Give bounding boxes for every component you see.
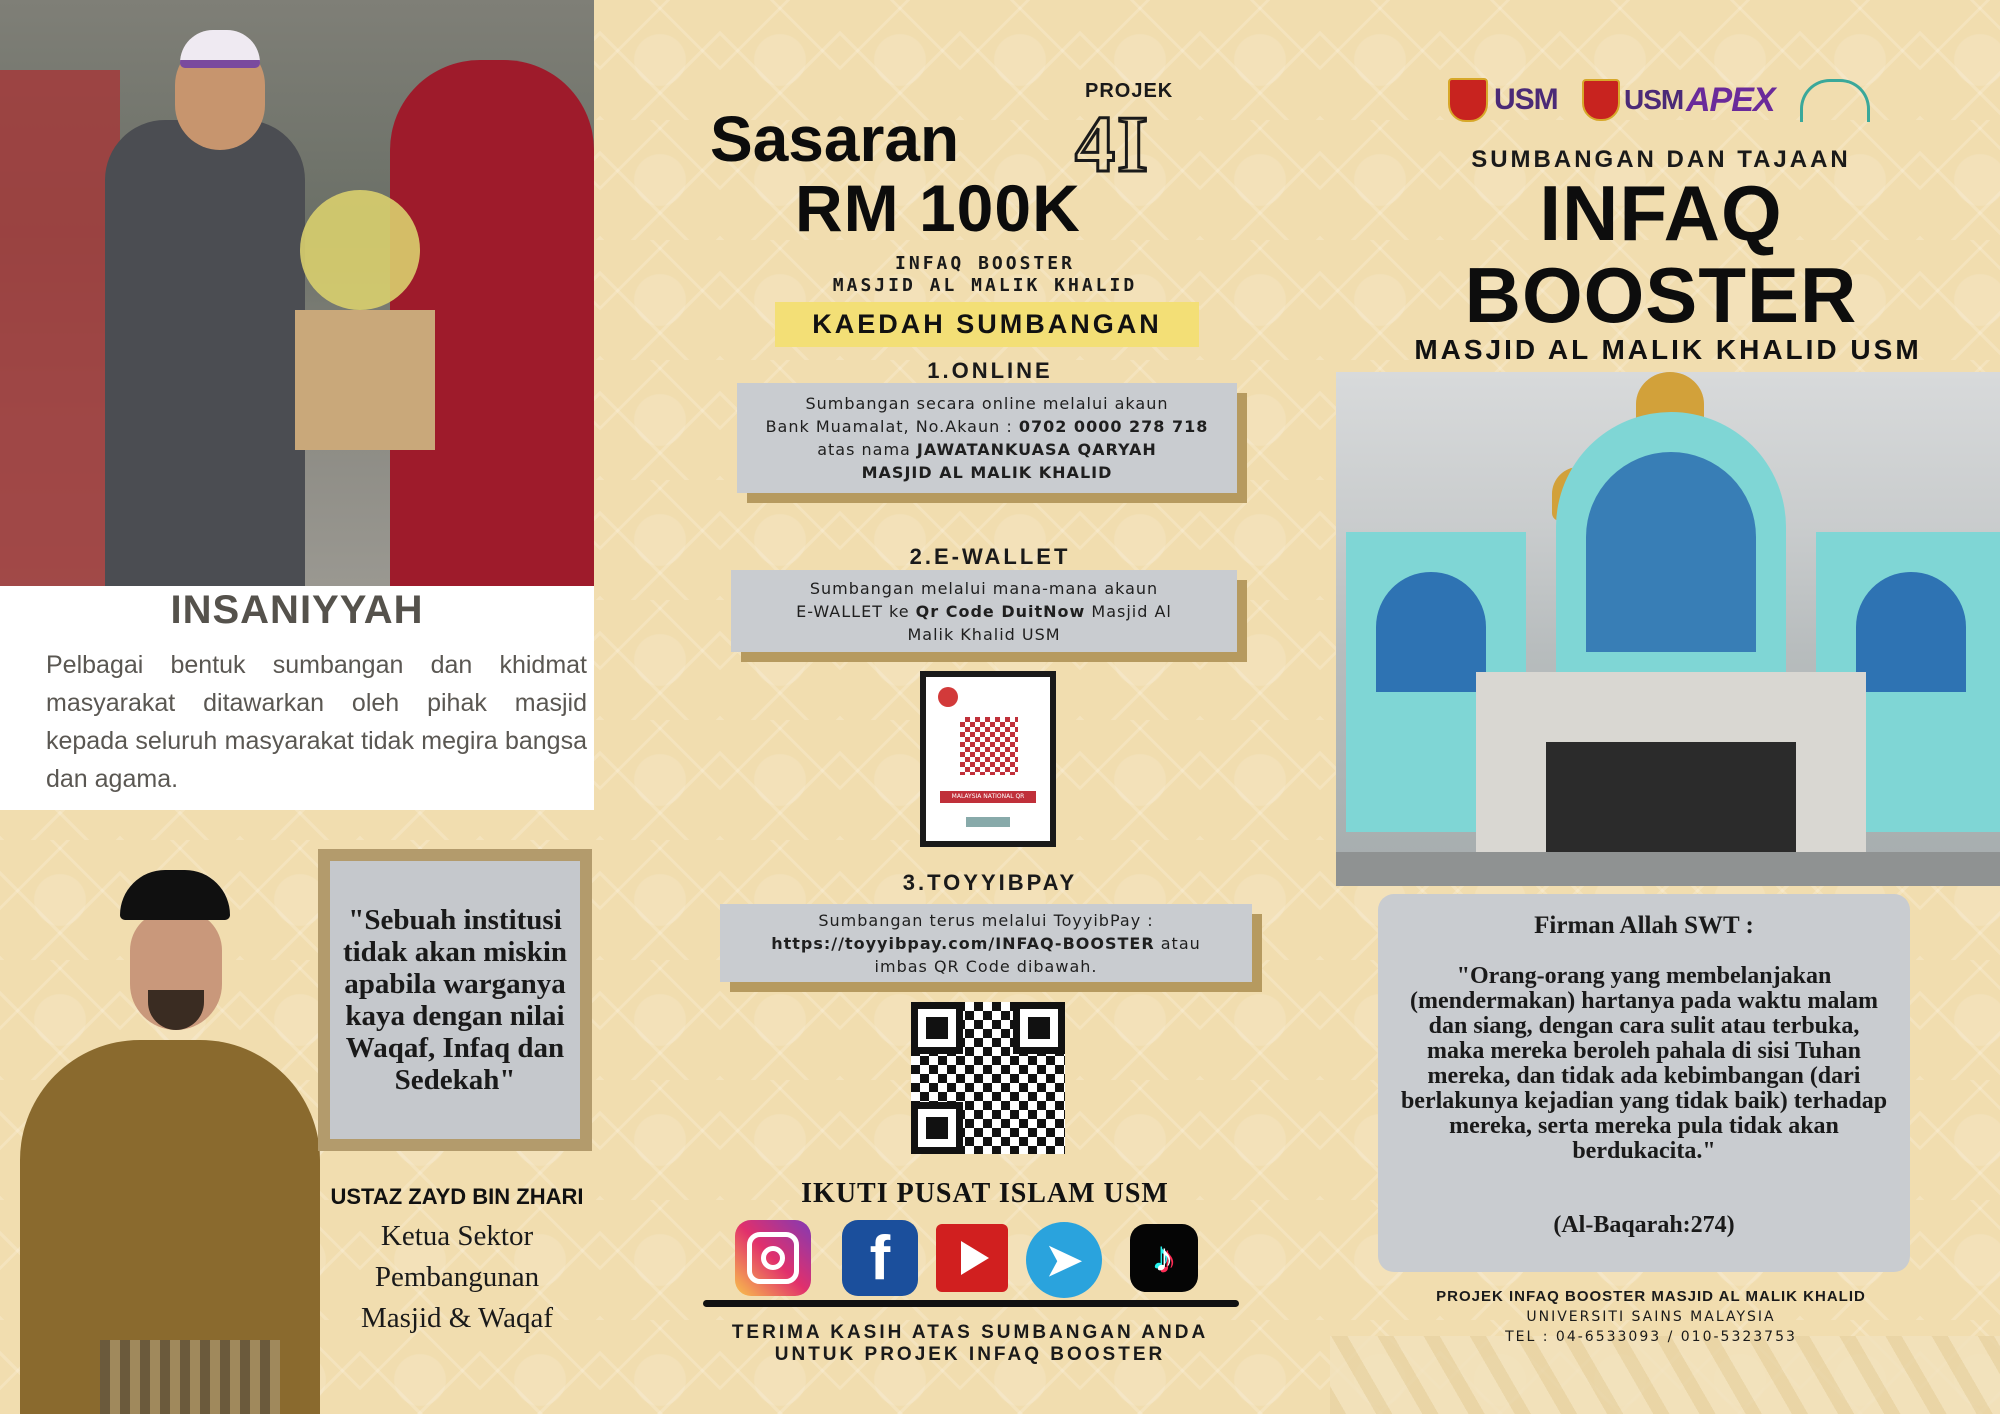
instagram-icon[interactable] xyxy=(735,1220,811,1296)
online-card: Sumbangan secara online melalui akaun Bank Muamalat, No.Akaun : 0702 0000 278 718 atas nama JAWATANKUASA QARYAH MASJID AL MALIK KHALID xyxy=(737,383,1237,493)
apex-logo: APEX xyxy=(1686,80,1775,119)
quote-text: "Sebuah institusi tidak akan miskin apabila warganya kaya dengan nilai Waqaf, Infaq dan Sedekah" xyxy=(342,904,568,1096)
footer-contact xyxy=(1336,1288,1966,1345)
toyyibpay-card: Sumbangan terus melalui ToyyibPay : https://toyyibpay.com/INFAQ-BOOSTER atau imbas QR Code dibawah. xyxy=(720,904,1252,982)
insaniyyah-section xyxy=(0,586,594,810)
masjid-logo-icon xyxy=(1800,72,1870,128)
thanks-text: TERIMA KASIH ATAS SUMBANGAN ANDA UNTUK PROJEK INFAQ BOOSTER xyxy=(731,1322,1209,1365)
sumbangan-tajaan-title: SUMBANGAN DAN TAJAAN xyxy=(1471,146,1851,173)
usm-crest-icon xyxy=(1448,72,1492,128)
sasaran-heading: Sasaran xyxy=(710,103,960,175)
usm-logo: USM xyxy=(1494,83,1558,116)
projek-4i-logo: 4I xyxy=(1075,101,1151,189)
footer-phone[interactable]: TEL : 04-6533093 / 010-5323753 xyxy=(1505,1329,1797,1345)
insaniyyah-title: INSANIYYAH xyxy=(170,588,424,632)
firman-source: (Al-Baqarah:274) xyxy=(1553,1212,1735,1238)
duitnow-caption: MALAYSIA NATIONAL QR xyxy=(951,793,1025,800)
firman-title: Firman Allah SWT : xyxy=(1534,912,1754,939)
logo-bar xyxy=(1448,72,1878,132)
online-label: 1.ONLINE xyxy=(927,358,1053,383)
bank-account-number[interactable]: 0702 0000 278 718 xyxy=(1018,417,1209,436)
telegram-icon[interactable]: ➤ xyxy=(1026,1222,1102,1298)
facebook-icon[interactable]: f xyxy=(842,1220,918,1296)
decorative-pattern xyxy=(1330,1336,2000,1414)
mosque-photo xyxy=(1336,372,2000,886)
projek-label: PROJEK xyxy=(1085,80,1174,102)
ustaz-caption xyxy=(320,1184,594,1339)
insaniyyah-text: Pelbagai bentuk sumbangan dan khidmat masyarakat ditawarkan oleh pihak masjid kepada seluruh masyarakat tidak megira bangsa dan agama. xyxy=(46,651,587,793)
toyyibpay-qr-code[interactable] xyxy=(911,1002,1065,1154)
duitnow-qr-code[interactable] xyxy=(920,671,1056,847)
youtube-icon[interactable] xyxy=(936,1224,1008,1292)
divider xyxy=(703,1300,1239,1307)
tiktok-icon[interactable]: ♪ xyxy=(1130,1224,1198,1292)
ustaz-portrait xyxy=(20,870,320,1414)
ustaz-role: Ketua Sektor Pembangunan Masjid & Waqaf xyxy=(360,1220,554,1334)
masjid-subtitle: MASJID AL MALIK KHALID USM xyxy=(1414,334,1922,365)
firman-quote: "Orang-orang yang membelanjakan (mendermakan) hartanya pada waktu malam dan siang, dengan cara sulit atau terbuka, maka mereka beroleh pahala di sisi Tuhan mereka, dan tidak ada kebimbangan (dari berlakunya kejadian yang tidak baik) terhadap mereka, serta mereka pula tidak akan berdukacita." xyxy=(1400,963,1888,1164)
infaq-booster-title: INFAQ BOOSTER xyxy=(1464,169,1858,339)
follow-heading: IKUTI PUSAT ISLAM USM xyxy=(801,1178,1169,1209)
toyyibpay-link[interactable]: https://toyyibpay.com/INFAQ-BOOSTER xyxy=(771,933,1155,953)
footer-project: PROJEK INFAQ BOOSTER MASJID AL MALIK KHALID xyxy=(1436,1288,1866,1305)
ustaz-name: USTAZ ZAYD BIN ZHARI xyxy=(330,1184,584,1209)
kaedah-banner: KAEDAH SUMBANGAN xyxy=(775,302,1199,347)
booster-subtitle: INFAQ BOOSTER MASJID AL MALIK KHALID xyxy=(832,253,1138,296)
footer-university: UNIVERSITI SAINS MALAYSIA xyxy=(1526,1309,1776,1325)
quote-box xyxy=(318,849,592,1151)
firman-box xyxy=(1378,894,1910,1272)
ewallet-card: Sumbangan melalui mana-mana akaun E-WALLET ke Qr Code DuitNow Masjid Al Malik Khalid USM xyxy=(731,570,1237,652)
usm-logo-2: USM xyxy=(1624,84,1684,115)
usm-crest-icon-2 xyxy=(1582,72,1626,128)
ewallet-label: 2.E-WALLET xyxy=(909,544,1071,569)
charity-photo xyxy=(0,0,594,586)
toyyibpay-label: 3.TOYYIBPAY xyxy=(902,870,1078,895)
target-amount: RM 100K xyxy=(795,171,1081,245)
